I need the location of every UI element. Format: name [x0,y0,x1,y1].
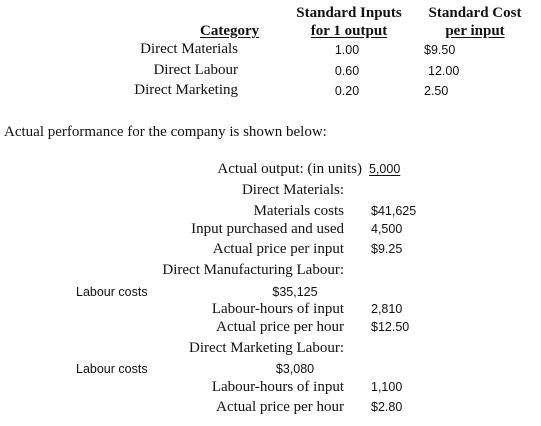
manufacturing-hours-value: 2,810 [371,302,403,316]
materials-input-value: 4,500 [371,222,403,236]
row-standard-inputs: 1.00 [334,43,360,57]
marketing-hours-label: Labour-hours of input [211,379,344,395]
header-standard-cost-line1: Standard Cost [428,5,522,21]
header-standard-cost-line2: per input [445,23,505,39]
header-standard-inputs-line1: Standard Inputs [296,5,402,21]
manufacturing-price-label: Actual price per hour [216,319,344,335]
header-category: Category [200,23,260,39]
materials-price-value: $9.25 [371,242,403,256]
materials-costs-label: Materials costs [253,203,344,219]
marketing-heading: Direct Marketing Labour: [189,340,344,356]
marketing-hours-value: 1,100 [371,380,403,394]
row-standard-inputs: 0.20 [334,84,360,98]
marketing-price-label: Actual price per hour [216,399,344,415]
row-standard-inputs: 0.60 [334,64,360,78]
row-category: Direct Marketing [134,82,238,98]
actual-output-value: 5,000 [369,162,401,176]
materials-price-label: Actual price per input [212,241,344,257]
manufacturing-costs-value: $35,125 [272,285,318,299]
marketing-costs-label: Labour costs [76,362,148,376]
marketing-price-value: $2.80 [371,400,403,414]
materials-costs-value: $41,625 [371,204,417,218]
row-standard-cost: $9.50 [424,43,456,57]
row-category: Direct Labour [153,62,238,78]
marketing-costs-value: $3,080 [275,362,315,376]
materials-input-label: Input purchased and used [191,221,344,237]
manufacturing-heading: Direct Manufacturing Labour: [162,262,344,278]
actual-output-label: Actual output: (in units) [217,161,362,177]
manufacturing-costs-label: Labour costs [76,285,148,299]
intro-text: Actual performance for the company is shown below: [4,124,327,140]
row-standard-cost: 2.50 [424,84,449,98]
row-standard-cost: 12.00 [428,64,460,78]
manufacturing-hours-label: Labour-hours of input [211,301,344,317]
header-standard-inputs-line2: for 1 output [310,23,388,39]
manufacturing-price-value: $12.50 [371,320,410,334]
materials-heading: Direct Materials: [241,182,344,198]
row-category: Direct Materials [140,41,238,57]
